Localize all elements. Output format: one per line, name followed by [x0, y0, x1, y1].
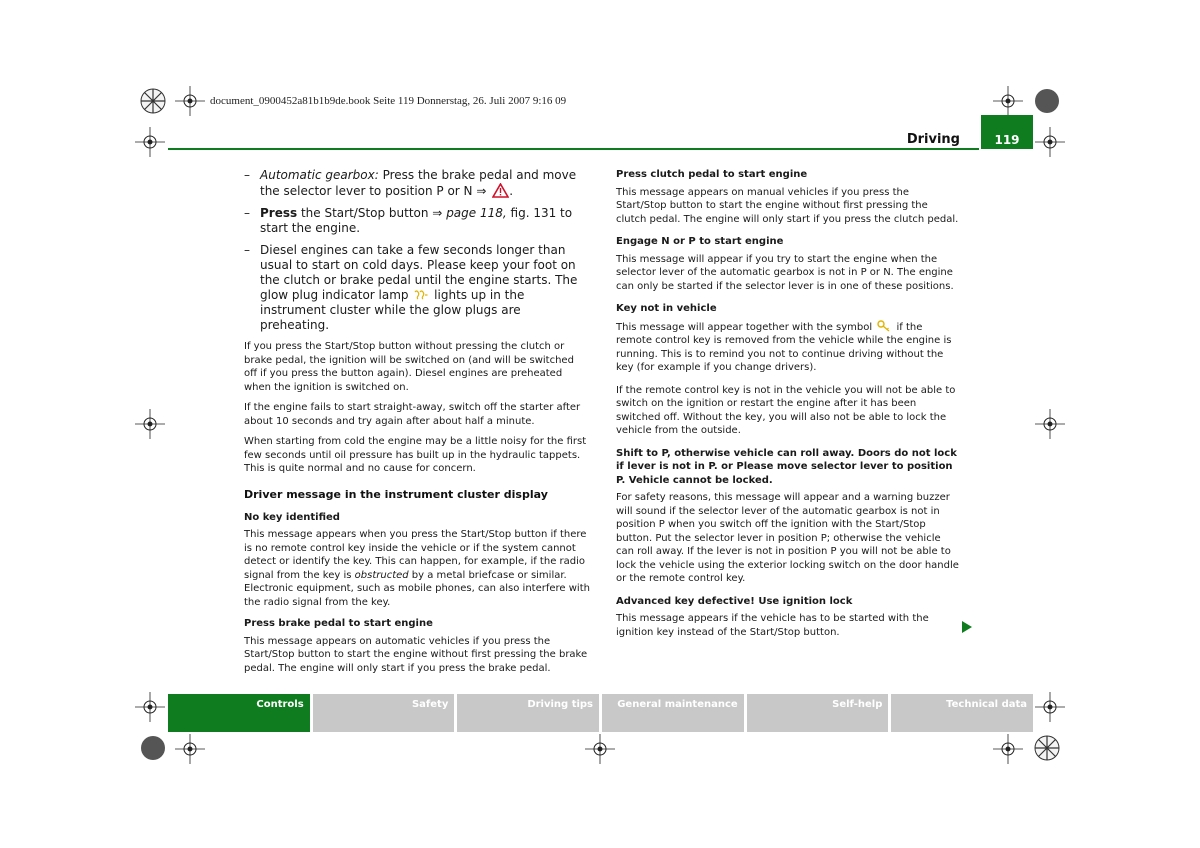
body-paragraph: If the remote control key is not in the vehicle you will not be able to switch on the ignition or restart the engine after it has been switched off. Without the key, you will also not be able to lock the vehicle from the outside.: [616, 384, 956, 436]
body-paragraph: [244, 528, 590, 609]
bullet-item: – Automatic gearbox: Press the brake pedal and move the selector lever to position P or N ⇒ .: [244, 168, 577, 198]
bullet-dash: –: [244, 243, 250, 257]
bullet-text: the Start/Stop button ⇒: [297, 206, 447, 220]
warning-triangle-icon: [492, 183, 509, 198]
registration-mark-icon: [135, 409, 165, 439]
body-paragraph: If you press the Start/Stop button without pressing the clutch or brake pedal, the ignition will be switched on (and will be switched off if you press the button again). Diesel engines are preheated when the ignition is switched on.: [244, 341, 574, 393]
subheading-advanced-key: Advanced key defective! Use ignition lock: [616, 595, 853, 607]
text-run: by a metal briefcase or similar. Electronic equipment, such as mobile phones, can also interfere with the radio signal from the key.: [244, 569, 590, 608]
bullet-lead: Press: [260, 206, 298, 220]
subheading-key-not-in-vehicle: Key not in vehicle: [616, 303, 717, 314]
bullet-text: Diesel engines can take a few seconds longer than usual to start on cold days. Please keep your foot on the clutch or brake pedal until the engine starts. The glow plug indicator lamp: [260, 243, 578, 302]
body-paragraph: If the engine fails to start straight-away, switch off the starter after about 10 seconds and try again after about half a minute.: [244, 402, 581, 427]
color-wheel-icon: [1034, 735, 1060, 761]
bullet-text-tail: lights up in the instrument cluster while the glow plugs are preheating.: [260, 288, 525, 332]
registration-mark-icon: [175, 734, 205, 764]
text-run: This message will appear together with the symbol: [616, 321, 876, 333]
body-paragraph: When starting from cold the engine may be a little noisy for the first few seconds until oil pressure has built up in the hydraulic tappets. This is quite normal and no cause for concern.: [244, 436, 587, 474]
bullet-item: [244, 243, 590, 333]
continue-arrow-icon[interactable]: [962, 621, 972, 633]
subheading-no-key: No key identified: [244, 511, 340, 523]
left-column: [244, 168, 590, 682]
subheading-clutch-pedal: Press clutch pedal to start engine: [616, 169, 808, 180]
tab-technical-data[interactable]: Technical data: [891, 694, 1033, 732]
body-paragraph: This message appears on manual vehicles if you press the Start/Stop button to start the engine without first pressing the clutch pedal. The engine will only start if you press the clutch pedal.: [616, 186, 959, 225]
bullet-text-tail: fig. 131 to start the engine.: [260, 206, 573, 235]
glow-plug-lamp-icon: [414, 290, 428, 300]
tab-safety[interactable]: Safety: [313, 694, 455, 732]
right-column: [616, 168, 961, 648]
body-paragraph: For safety reasons, this message will appear and a warning buzzer will sound if the selector lever of the automatic gearbox is not in position P when you switch off the ignition with the Start/Stop button. Put the selector lever in position P; otherwise the vehicle can roll away. If the lever is not in position P you will not be able to lock the vehicle using the exterior locking switch on the door handle or the remote control key.: [616, 492, 959, 584]
body-paragraph: [616, 320, 961, 375]
tab-self-help[interactable]: Self-help: [747, 694, 889, 732]
tab-general-maintenance[interactable]: General maintenance: [602, 694, 744, 732]
registration-mark-icon: [993, 86, 1023, 116]
body-paragraph: This message appears on automatic vehicles if you press the Start/Stop button to start the engine without first pressing the brake pedal. The engine will only start if you press the brake pedal.: [244, 635, 588, 674]
tab-controls[interactable]: Controls: [168, 694, 310, 732]
color-wheel-icon: [140, 88, 166, 114]
section-title: Driving: [906, 132, 960, 147]
bullet-dash: –: [244, 168, 250, 182]
text-run: This message appears when you press the Start/Stop button if there is no remote control key inside the vehicle or if the system cannot detect or identify the key. This can happen, for example, if the radio signal from the key is: [244, 529, 587, 581]
emphasis-text: obstructed: [354, 569, 409, 581]
subheading-shift-to-p: Shift to P, otherwise vehicle can roll away. Doors do not lock if lever is not in P. or Please move selector lever to position P. Vehicle cannot be locked.: [616, 447, 957, 486]
registration-mark-icon: [1035, 409, 1065, 439]
registration-mark-icon: [585, 734, 615, 764]
bullet-lead: Automatic gearbox:: [260, 168, 379, 182]
page-number-box: [981, 115, 1033, 149]
tab-driving-tips[interactable]: Driving tips: [457, 694, 599, 732]
registration-mark-icon: [993, 734, 1023, 764]
registration-mark-icon: [1035, 692, 1065, 722]
subheading-brake-pedal: Press brake pedal to start engine: [244, 618, 433, 629]
body-paragraph: This message will appear if you try to start the engine when the selector lever of the automatic gearbox is not in P or N. The engine can only be started if the selector lever is in one of these positions.: [616, 253, 954, 292]
registration-mark-icon: [1035, 127, 1065, 157]
bullet-dash: –: [244, 206, 250, 220]
color-wheel-icon: [140, 735, 166, 761]
text-run: if the remote control key is removed from the vehicle while the engine is running. This is to remind you not to continue driving without the key (for example if you change drivers).: [616, 321, 952, 373]
chapter-nav: [168, 694, 1033, 732]
bullet-item: [244, 206, 590, 236]
header-rule: [168, 148, 979, 150]
print-file-info: document_0900452a81b1b9de.book Seite 119 Donnerstag, 26. Juli 2007 9:16 09: [210, 95, 567, 107]
registration-mark-icon: [175, 86, 205, 116]
section-heading: Driver message in the instrument cluster display: [244, 487, 548, 501]
registration-mark-icon: [135, 127, 165, 157]
page-number: 119: [994, 133, 1020, 147]
registration-mark-icon: [135, 692, 165, 722]
body-paragraph: This message appears if the vehicle has to be started with the ignition key instead of the Start/Stop button.: [616, 613, 929, 638]
bullet-text: Press the brake pedal and move the selector lever to position P or N ⇒: [260, 168, 577, 198]
key-symbol-icon: [877, 320, 891, 332]
subheading-engage-n-p: Engage N or P to start engine: [616, 236, 784, 247]
page-reference-link[interactable]: page 118,: [446, 206, 507, 220]
color-wheel-icon: [1034, 88, 1060, 114]
